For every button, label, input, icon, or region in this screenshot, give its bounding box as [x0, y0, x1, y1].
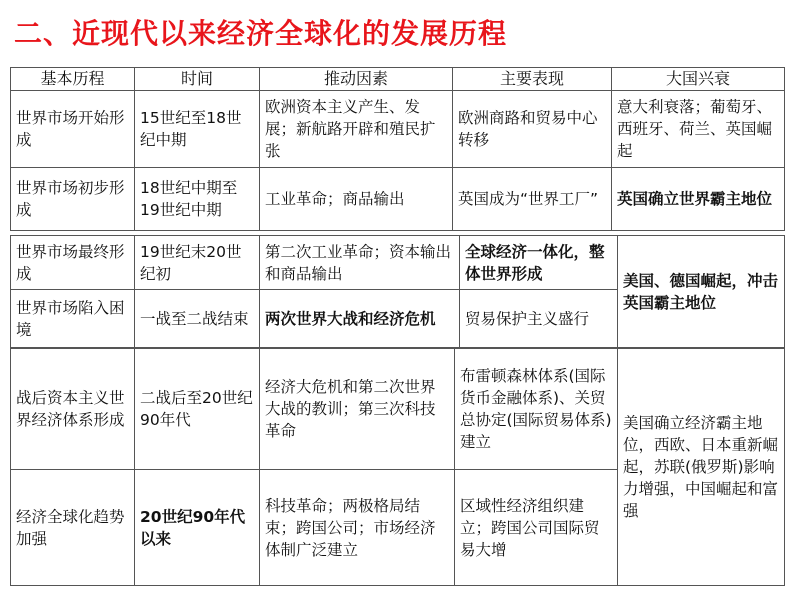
header-factors: 推动因素 [260, 68, 453, 91]
powers-cell: 意大利衰落；葡萄牙、西班牙、荷兰、英国崛起 [612, 91, 785, 168]
time-cell: 20世纪90年代以来 [135, 470, 260, 586]
stage-cell: 世界市场开始形成 [11, 91, 135, 168]
performance-cell: 英国成为“世界工厂” [453, 168, 612, 231]
table-row [11, 349, 618, 470]
performance-cell: 区域性经济组织建立；跨国公司国际贸易大增 [455, 470, 618, 586]
table-row [618, 349, 785, 586]
stage-cell: 经济全球化趋势加强 [11, 470, 135, 586]
time-cell: 一战至二战结束 [135, 290, 260, 348]
factors-cell: 科技革命；两极格局结束；跨国公司；市场经济体制广泛建立 [260, 470, 455, 586]
header-time: 时间 [135, 68, 260, 91]
history-table-part1 [10, 67, 785, 231]
performance-cell: 布雷顿森林体系(国际货币金融体系)、关贸总协定(国际贸易体系)建立 [455, 349, 618, 470]
powers-cell: 美国确立经济霸主地位，西欧、日本重新崛起，苏联(俄罗斯)影响力增强，中国崛起和富强 [618, 349, 785, 586]
table-row [618, 236, 785, 348]
header-stage: 基本历程 [11, 68, 135, 91]
factors-cell: 第二次工业革命；资本输出和商品输出 [260, 236, 460, 290]
table-row [11, 290, 618, 348]
factors-cell: 工业革命；商品输出 [260, 168, 453, 231]
factors-cell: 欧洲资本主义产生、发展；新航路开辟和殖民扩张 [260, 91, 453, 168]
header-powers: 大国兴衰 [612, 68, 785, 91]
table-header-row [11, 68, 785, 91]
performance-cell: 欧洲商路和贸易中心转移 [453, 91, 612, 168]
time-cell: 二战后至20世纪90年代 [135, 349, 260, 470]
stage-cell: 世界市场陷入困境 [11, 290, 135, 348]
stage-cell: 世界市场最终形成 [11, 236, 135, 290]
history-table-part2-powers [617, 235, 785, 348]
table-row [11, 236, 618, 290]
history-table-part2 [10, 235, 618, 348]
performance-cell: 贸易保护主义盛行 [460, 290, 618, 348]
stage-cell: 世界市场初步形成 [11, 168, 135, 231]
history-table-part3 [10, 348, 618, 586]
history-table-part3-powers [617, 348, 785, 586]
factors-cell: 两次世界大战和经济危机 [260, 290, 460, 348]
factors-cell: 经济大危机和第二次世界大战的教训；第三次科技革命 [260, 349, 455, 470]
table-row [11, 470, 618, 586]
stage-cell: 战后资本主义世界经济体系形成 [11, 349, 135, 470]
table-row [11, 168, 785, 231]
time-cell: 18世纪中期至19世纪中期 [135, 168, 260, 231]
time-cell: 19世纪末20世纪初 [135, 236, 260, 290]
page-title: 二、近现代以来经济全球化的发展历程 [14, 17, 508, 50]
powers-cell: 美国、德国崛起，冲击英国霸主地位 [618, 236, 785, 348]
powers-cell: 英国确立世界霸主地位 [612, 168, 785, 231]
performance-cell: 全球经济一体化，整体世界形成 [460, 236, 618, 290]
header-performance: 主要表现 [453, 68, 612, 91]
time-cell: 15世纪至18世纪中期 [135, 91, 260, 168]
table-row [11, 91, 785, 168]
